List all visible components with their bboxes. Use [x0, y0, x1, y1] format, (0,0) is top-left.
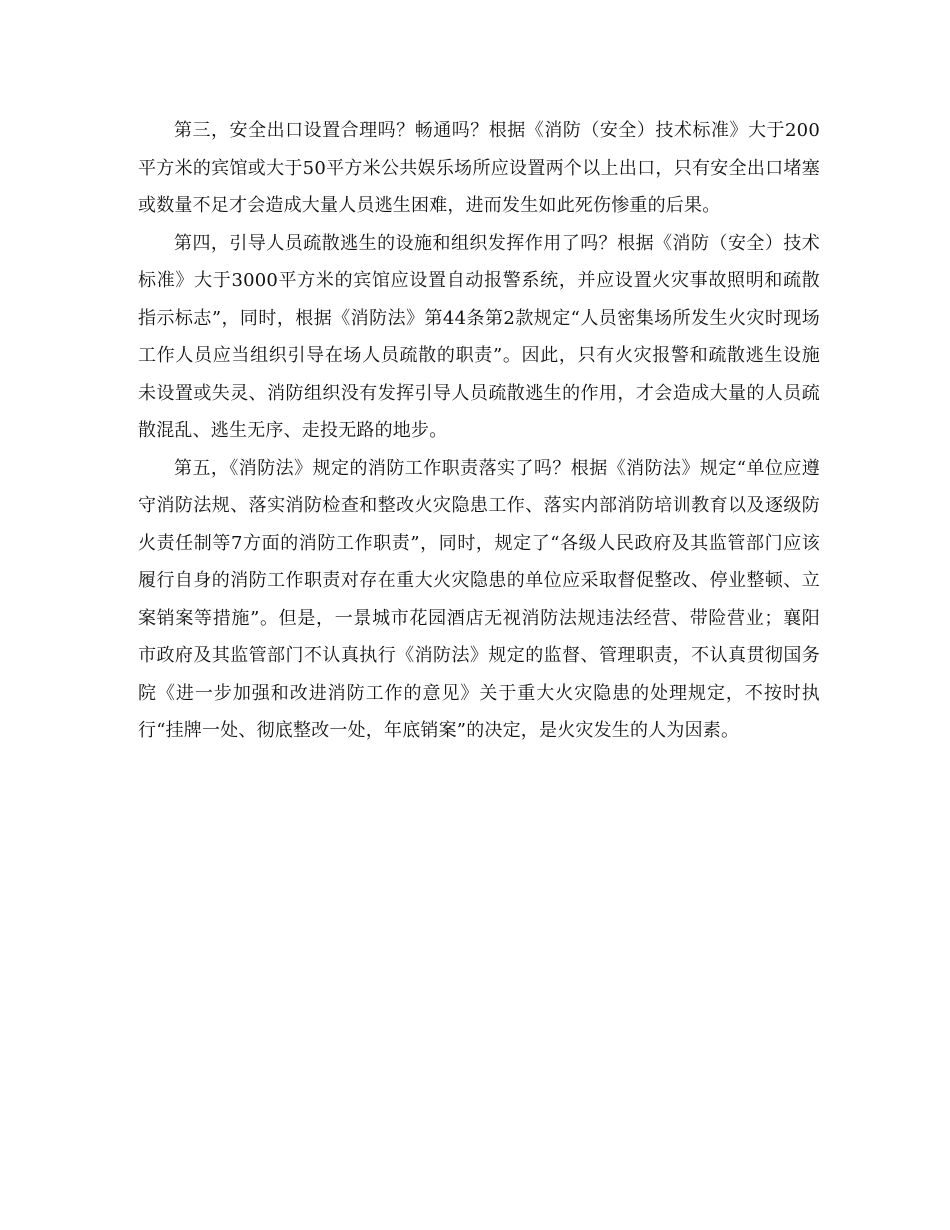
paragraph-exit-safety: 第三，安全出口设置合理吗？畅通吗？根据《消防（安全）技术标准》大于200平方米的宾馆或大于50平方米公共娱乐场所应设置两个以上出口，只有安全出口堵塞或数量不足才会造成大量人员逃生困难，进而发生如此死伤惨重的后果。 — [138, 120, 820, 216]
document-body — [138, 112, 820, 750]
paragraph-evacuation-facilities: 第四，引导人员疏散逃生的设施和组织发挥作用了吗？根据《消防（安全）技术标准》大于3000平方米的宾馆应设置自动报警系统，并应设置火灾事故照明和疏散指示标志”，同时，根据《消防法》第44条第2款规定“人员密集场所发生火灾时现场工作人员应当组织引导在场人员疏散的职责”。因此，只有火灾报警和疏散逃生设施未设置或失灵、消防组织没有发挥引导人员疏散逃生的作用，才会造成大量的人员疏散混乱、逃生无序、走投无路的地步。 — [138, 232, 820, 441]
paragraph-fire-law-duties: 第五，《消防法》规定的消防工作职责落实了吗？根据《消防法》规定“单位应遵守消防法规、落实消防检查和整改火灾隐患工作、落实内部消防培训教育以及逐级防火责任制等7方面的消防工作职责”，同时，规定了“各级人民政府及其监管部门应该履行自身的消防工作职责对存在重大火灾隐患的单位应采取督促整改、停业整顿、立案销案等措施”。但是，一景城市花园酒店无视消防法规违法经营、带险营业；襄阳市政府及其监管部门不认真执行《消防法》规定的监督、管理职责，不认真贯彻国务院《进一步加强和改进消防工作的意见》关于重大火灾隐患的处理规定，不按时执行“挂牌一处、彻底整改一处，年底销案”的决定，是火灾发生的人为因素。 — [138, 457, 820, 741]
